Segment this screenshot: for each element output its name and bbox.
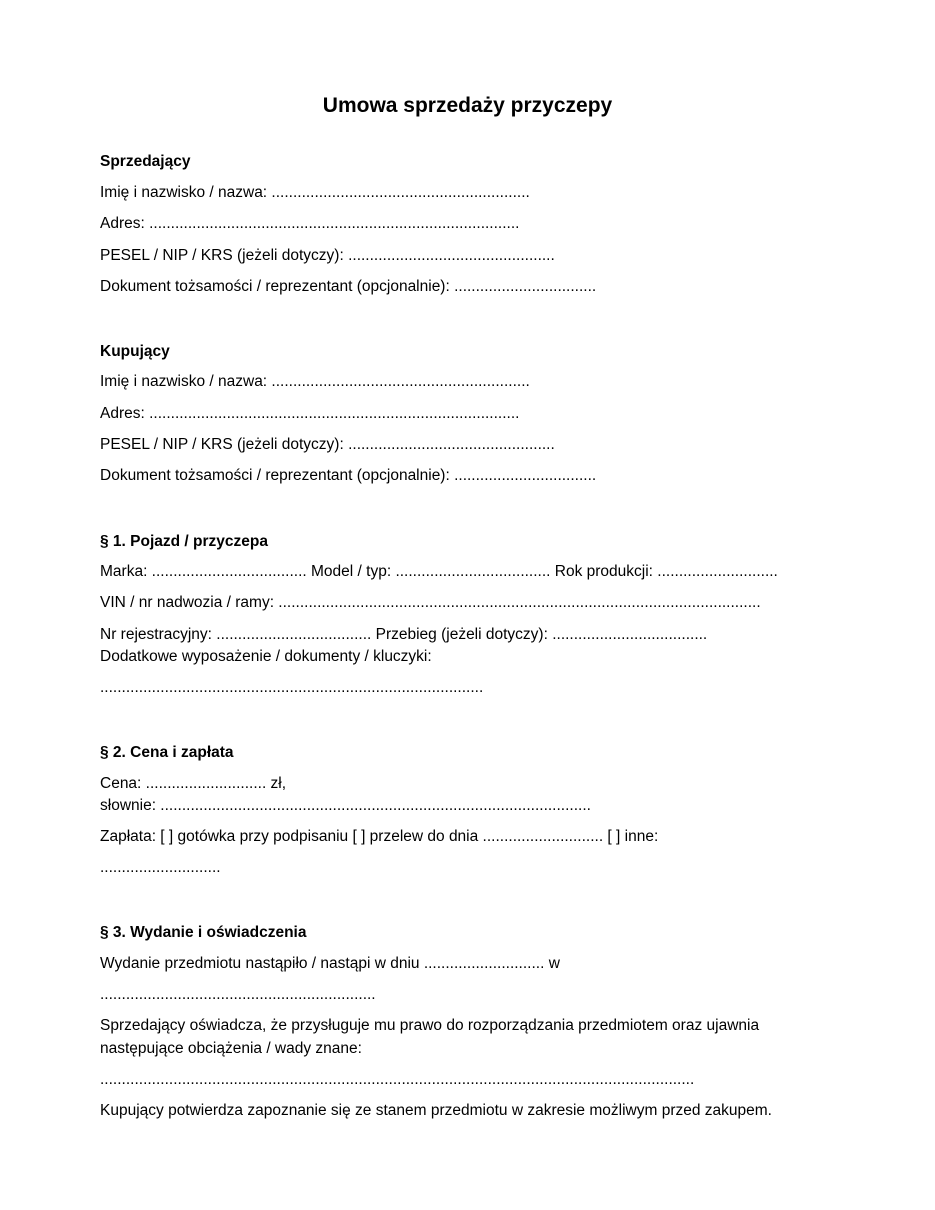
buyer-name-line: Imię i nazwisko / nazwa: ............................................................	[100, 373, 530, 390]
seller-id-document-line: Dokument tożsamości / reprezentant (opcjonalnie): .................................	[100, 278, 597, 295]
seller-name-line: Imię i nazwisko / nazwa: ............................................................	[100, 184, 530, 201]
registration-mileage-line: Nr rejestracyjny: .................................... Przebieg (jeżeli dotyczy): ....................................	[100, 626, 708, 643]
handover-blank-line: ................................................................	[100, 986, 376, 1003]
equipment-line: Dodatkowe wyposażenie / dokumenty / kluczyki:	[100, 648, 432, 665]
document-title: Umowa sprzedaży przyczepy	[322, 94, 613, 117]
payment-blank-line: ............................	[100, 859, 221, 876]
seller-statement-blank-line: ..........................................................................................................................................	[100, 1071, 695, 1088]
seller-address-line: Adres: ......................................................................................	[100, 215, 520, 232]
seller-statement-line-1: Sprzedający oświadcza, że przysługuje mu prawo do rozporządzania przedmiotem oraz ujawnia	[100, 1017, 760, 1034]
make-model-year-line: Marka: .................................... Model / typ: .................................... Rok produkcji: ............................	[100, 563, 778, 580]
section1-heading: § 1. Pojazd / przyczepa	[100, 533, 268, 550]
buyer-id-numbers-line: PESEL / NIP / KRS (jeżeli dotyczy): ................................................	[100, 436, 555, 453]
price-words-line: słownie: ....................................................................................................	[100, 797, 591, 814]
price-line: Cena: ............................ zł,	[100, 775, 287, 792]
buyer-statement-line: Kupujący potwierdza zapoznanie się ze stanem przedmiotu w zakresie możliwym przed zakupem.	[100, 1102, 772, 1119]
payment-line: Zapłata: [ ] gotówka przy podpisaniu [ ] przelew do dnia ............................ [ ] inne:	[100, 828, 659, 845]
buyer-id-document-line: Dokument tożsamości / reprezentant (opcjonalnie): .................................	[100, 467, 597, 484]
vin-line: VIN / nr nadwozia / ramy: ................................................................................................................	[100, 594, 761, 611]
seller-heading: Sprzedający	[100, 153, 191, 170]
buyer-address-line: Adres: ......................................................................................	[100, 405, 520, 422]
seller-statement-line-2: następujące obciążenia / wady znane:	[100, 1040, 362, 1057]
buyer-heading: Kupujący	[100, 343, 170, 360]
section2-heading: § 2. Cena i zapłata	[100, 744, 234, 761]
handover-line: Wydanie przedmiotu nastąpiło / nastąpi w dniu ............................ w	[100, 955, 560, 972]
section3-heading: § 3. Wydanie i oświadczenia	[100, 924, 307, 941]
seller-id-numbers-line: PESEL / NIP / KRS (jeżeli dotyczy): ................................................	[100, 247, 555, 264]
equipment-blank-line: .........................................................................................	[100, 679, 484, 696]
